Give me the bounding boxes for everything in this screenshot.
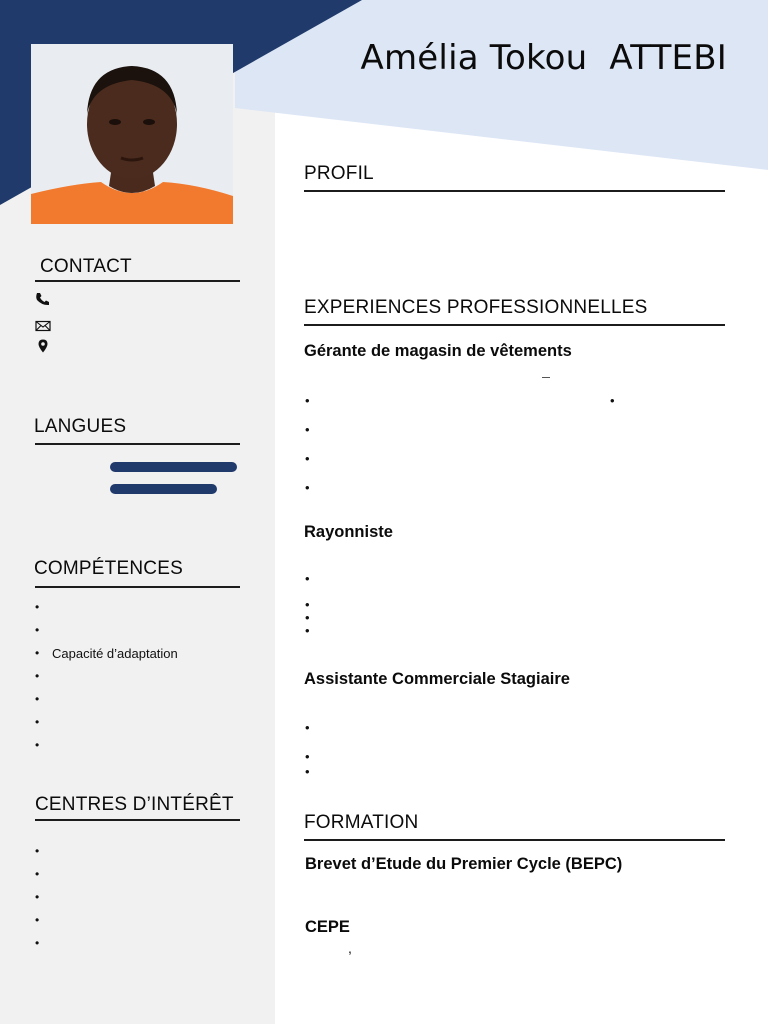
profile-rule: [304, 190, 725, 192]
mail-icon: [35, 319, 51, 333]
job-bullet: •: [305, 480, 310, 495]
job-bullet: •: [305, 451, 310, 466]
profile-photo: [31, 44, 233, 224]
job-bullet: •: [305, 597, 310, 612]
language-level-bar: [110, 484, 217, 494]
education-item: CEPE: [305, 918, 350, 936]
job-bullet: •: [305, 623, 310, 638]
job-title: Rayonniste: [304, 523, 393, 541]
separator-mark: [542, 377, 550, 378]
job-bullet: •: [305, 571, 310, 586]
skills-title: COMPÉTENCES: [34, 558, 183, 579]
profile-title: PROFIL: [304, 163, 374, 184]
experience-title: EXPERIENCES PROFESSIONNELLES: [304, 297, 648, 318]
job-bullet: •: [305, 610, 310, 625]
languages-rule: [35, 443, 240, 445]
candidate-name: Amélia Tokou ATTEBI: [360, 38, 727, 78]
education-rule: [304, 839, 725, 841]
contact-rule: [35, 280, 240, 282]
job-bullet: •: [305, 764, 310, 779]
job-bullet: •: [305, 393, 310, 408]
job-bullet: •: [305, 749, 310, 764]
location-pin-icon: [35, 339, 51, 353]
interest-item: [35, 886, 52, 909]
job-bullet: •: [305, 422, 310, 437]
education-item: Brevet d’Etude du Premier Cycle (BEPC): [305, 855, 623, 873]
interest-item: [35, 932, 52, 955]
contact-title: CONTACT: [40, 256, 132, 277]
interest-item: [35, 909, 52, 932]
skill-item: [35, 619, 178, 642]
bullet: •: [610, 393, 615, 408]
job-bullet: •: [305, 720, 310, 735]
interest-item: [35, 863, 52, 886]
skills-list: [35, 596, 178, 757]
skill-item: [35, 688, 178, 711]
punctuation-mark: ,: [348, 940, 352, 956]
phone-icon: [35, 292, 51, 306]
languages-title: LANGUES: [34, 416, 127, 437]
experience-rule: [304, 324, 725, 326]
skills-rule: [35, 586, 240, 588]
job-title: Gérante de magasin de vêtements: [304, 342, 572, 360]
job-title: Assistante Commerciale Stagiaire: [304, 670, 570, 688]
interest-item: [35, 840, 52, 863]
skill-item: • Capacité d’adaptation: [35, 642, 178, 665]
interests-rule: [35, 819, 240, 821]
skill-item: [35, 665, 178, 688]
skill-item: [35, 596, 178, 619]
education-title: FORMATION: [304, 812, 419, 833]
interests-list: [35, 840, 52, 955]
skill-item: [35, 711, 178, 734]
skill-item: [35, 734, 178, 757]
interests-title: CENTRES D’INTÉRÊT: [35, 794, 234, 815]
language-level-bar: [110, 462, 237, 472]
